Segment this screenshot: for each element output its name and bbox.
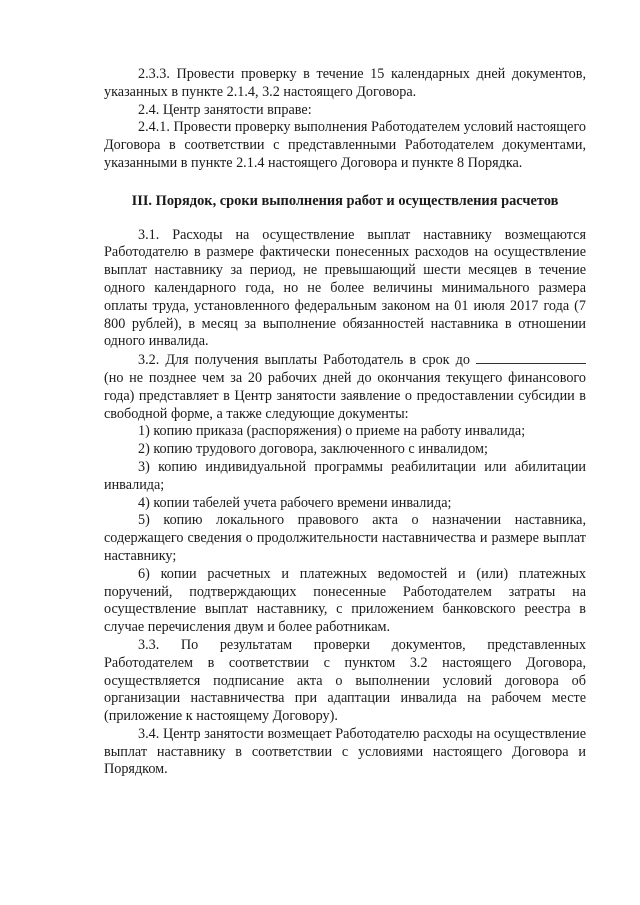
paragraph-2-4: 2.4. Центр занятости вправе: (138, 101, 312, 118)
list-item-2: 2) копию трудового договора, заключенного с инвалидом; (138, 441, 488, 458)
paragraph-3-3: 3.3. По результатам проверки документов, представленных Работодателем в соответствии с пунктом 3.2 настоящего Договора, осуществляется подписание акта о выполнении условий договора об организации наставничества при адаптации инвалида на рабочем месте (приложение к настоящему Договору). (104, 636, 586, 725)
deadline-blank-line (476, 351, 586, 364)
paragraph-3-2-start: 3.2. Для получения выплаты Работодатель в срок до (138, 352, 470, 369)
list-item-6: 6) копии расчетных и платежных ведомостей и (или) платежных поручений, подтверждающих понесенные Работодателем затраты на осуществление выплат наставнику, с приложением банковского реестра в случае перечисления двум и более работникам. (104, 565, 586, 636)
list-item-4: 4) копии табелей учета рабочего времени инвалида; (138, 494, 452, 511)
paragraph-2-3-3: 2.3.3. Провести проверку в течение 15 календарных дней документов, указанных в пункте 2.1.4, 3.2 настоящего Договора. (104, 66, 586, 100)
list-item-3: 3) копию индивидуальной программы реабилитации или абилитации инвалида; (104, 458, 586, 493)
paragraph-3-1: 3.1. Расходы на осуществление выплат наставнику возмещаются Работодателю в размере фактически понесенных расходов на осуществление выплат наставнику за период, не превышающий шести месяцев в течение одного календарного года, но не более величины минимального размера оплаты труда, установленного федеральным законом на 01 июля 2017 года (7 800 рублей), в месяц за выполнение обязанностей наставника в отношении одного инвалида. (104, 226, 586, 350)
paragraph-2-4-1: 2.4.1. Провести проверку выполнения Работодателем условий настоящего Договора в соответствии с представленными Работодателем документами, указанными в пункте 2.1.4 настоящего Договора и пункте 8 Порядка. (104, 119, 586, 171)
paragraph-3-4: 3.4. Центр занятости возмещает Работодателю расходы на осуществление выплат наставнику в соответствии с условиями настоящего Договора и Порядком. (104, 725, 586, 778)
paragraph-3-2-rest: (но не позднее чем за 20 рабочих дней до окончания текущего финансового года) представляет в Центр занятости заявление о предоставлении субсидии в свободной форме, а также следующие документы: (104, 369, 586, 422)
section-heading-iii: III. Порядок, сроки выполнения работ и осуществления расчетов (131, 192, 559, 209)
document-page (104, 66, 586, 779)
list-item-5: 5) копию локального правового акта о назначении наставника, содержащего сведения о продолжительности наставничества и размере выплат наставнику; (104, 512, 586, 564)
list-item-1: 1) копию приказа (распоряжения) о приеме на работу инвалида; (138, 423, 526, 440)
paragraph-3-2 (104, 351, 586, 423)
